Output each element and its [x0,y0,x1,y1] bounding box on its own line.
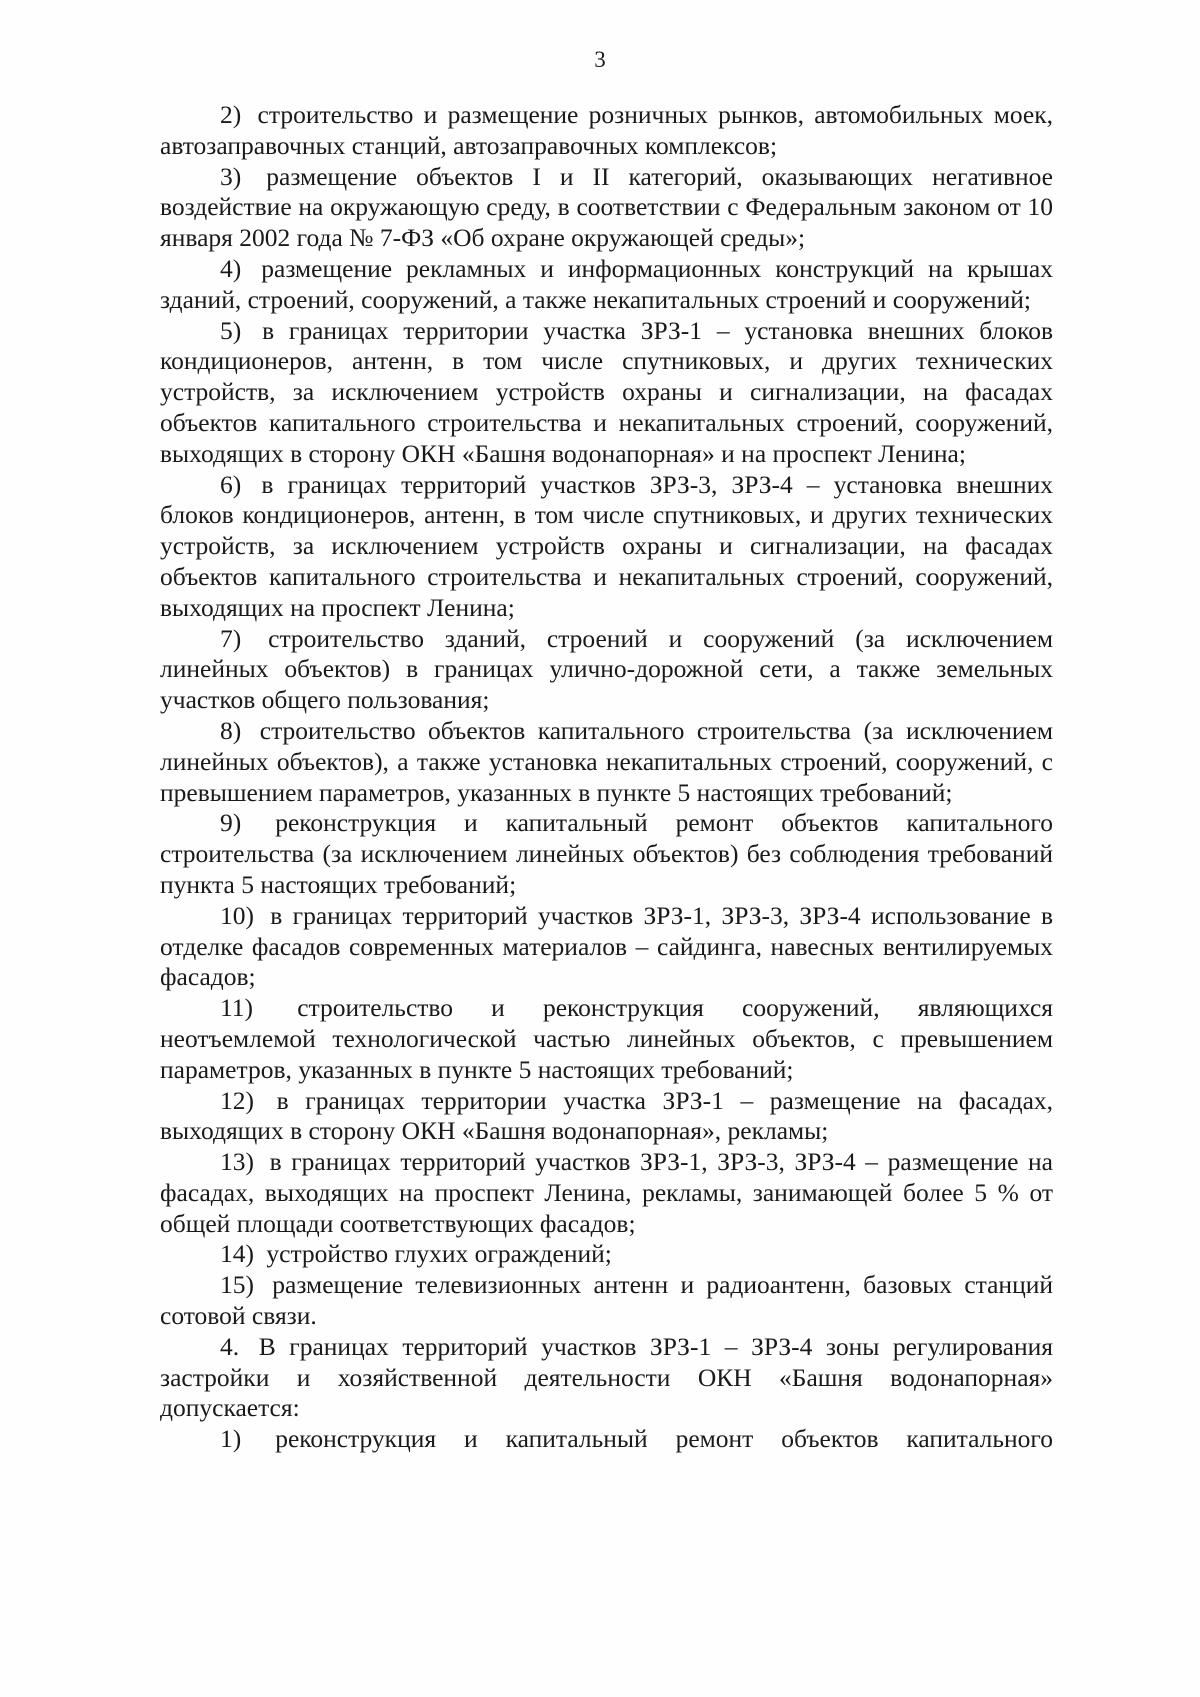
section-paragraph [160,1332,1053,1424]
item-text: в границах территорий участков ЗРЗ-1, ЗРЗ-3, ЗРЗ-4 использование в отделке фасадов современных материалов – сайдинга, навесных вентилируемых фасадов; [160,900,1053,992]
item-number: 15) [220,1270,254,1300]
list-item [160,1270,1053,1332]
item-number: 13) [220,1147,254,1177]
item-number: 3) [220,161,242,191]
item-text: реконструкция и капитальный ремонт объектов капитального [275,1424,1054,1454]
item-number: 7) [220,623,242,653]
list-item [160,808,1053,900]
list-item [160,901,1053,993]
item-number: 9) [220,808,242,838]
item-number: 8) [220,715,242,745]
item-text: в границах территории участка ЗРЗ-1 – размещение на фасадах, выходящих в сторону ОКН «Башня водонапорная», рекламы; [160,1085,1054,1146]
item-number: 12) [220,1085,254,1115]
section-number: 4. [220,1331,240,1361]
list-item [160,1239,1053,1270]
document-body [160,100,1053,1455]
item-number: 1) [220,1424,242,1454]
list-item [160,470,1053,624]
item-number: 4) [220,253,242,283]
item-number: 2) [220,100,242,129]
list-item [160,993,1053,1085]
item-text: в границах территории участка ЗРЗ-1 – установка внешних блоков кондиционеров, антенн, в том числе спутниковых, и других технических устройств, за исключением устройств охраны и сигнализации, на фасадах объектов капитального строительства и некапитальных строений, сооружений, выходящих в сторону ОКН «Башня водонапорная» и на проспект Ленина; [160,315,1053,468]
list-item [160,316,1053,470]
item-number: 11) [220,993,254,1023]
list-item [160,1086,1053,1148]
item-number: 6) [220,469,242,499]
item-number: 5) [220,315,242,345]
list-item [160,716,1053,808]
item-text: размещение телевизионных антенн и радиоантенн, базовых станций сотовой связи. [160,1270,1054,1331]
list-item [160,1424,1053,1455]
page-number: 3 [594,47,606,72]
list-item [160,100,1053,162]
item-text: размещение рекламных и информационных конструкций на крышах зданий, строений, сооружений, а также некапитальных строений и сооружений; [160,253,1053,314]
item-text: в границах территорий участков ЗРЗ-3, ЗРЗ-4 – установка внешних блоков кондиционеров, антенн, в том числе спутниковых, и других технических устройств, за исключением устройств охраны и сигнализации, на фасадах объектов капитального строительства и некапитальных строений, сооружений, выходящих на проспект Ленина; [160,469,1054,622]
item-text: строительство объектов капитального строительства (за исключением линейных объектов), а также установка некапитальных строений, сооружений, с превышением параметров, указанных в пункте 5 настоящих требований; [160,715,1054,807]
list-item [160,162,1053,254]
item-number: 10) [220,900,254,930]
item-number: 14) [220,1239,254,1269]
item-text: устройство глухих ограждений; [266,1239,612,1269]
item-text: строительство и реконструкция сооружений, являющихся неотъемлемой технологической частью линейных объектов, с превышением параметров, указанных в пункте 5 настоящих требований; [160,993,1054,1084]
item-text: строительство и размещение розничных рынков, автомобильных моек, автозаправочных станций, автозаправочных комплексов; [160,100,1053,160]
item-text: реконструкция и капитальный ремонт объектов капитального строительства (за исключением линейных объектов) без соблюдения требований пункта 5 настоящих требований; [160,808,1054,899]
item-text: строительство зданий, строений и сооружений (за исключением линейных объектов) в границах улично-дорожной сети, а также земельных участков общего пользования; [160,623,1053,715]
item-text: размещение объектов I и II категорий, оказывающих негативное воздействие на окружающую среду, в соответствии с Федеральным законом от 10 января 2002 года № 7-ФЗ «Об охране окружающей среды»; [160,161,1054,253]
item-text: в границах территорий участков ЗРЗ-1, ЗРЗ-3, ЗРЗ-4 – размещение на фасадах, выходящих на проспект Ленина, рекламы, занимающей более 5 % от общей площади соответствующих фасадов; [160,1147,1053,1238]
list-item [160,624,1053,716]
section-text: В границах территорий участков ЗРЗ-1 – ЗРЗ-4 зоны регулирования застройки и хозяйственной деятельности ОКН «Башня водонапорная» допускается: [160,1331,1053,1423]
list-item [160,254,1053,316]
list-item [160,1147,1053,1239]
